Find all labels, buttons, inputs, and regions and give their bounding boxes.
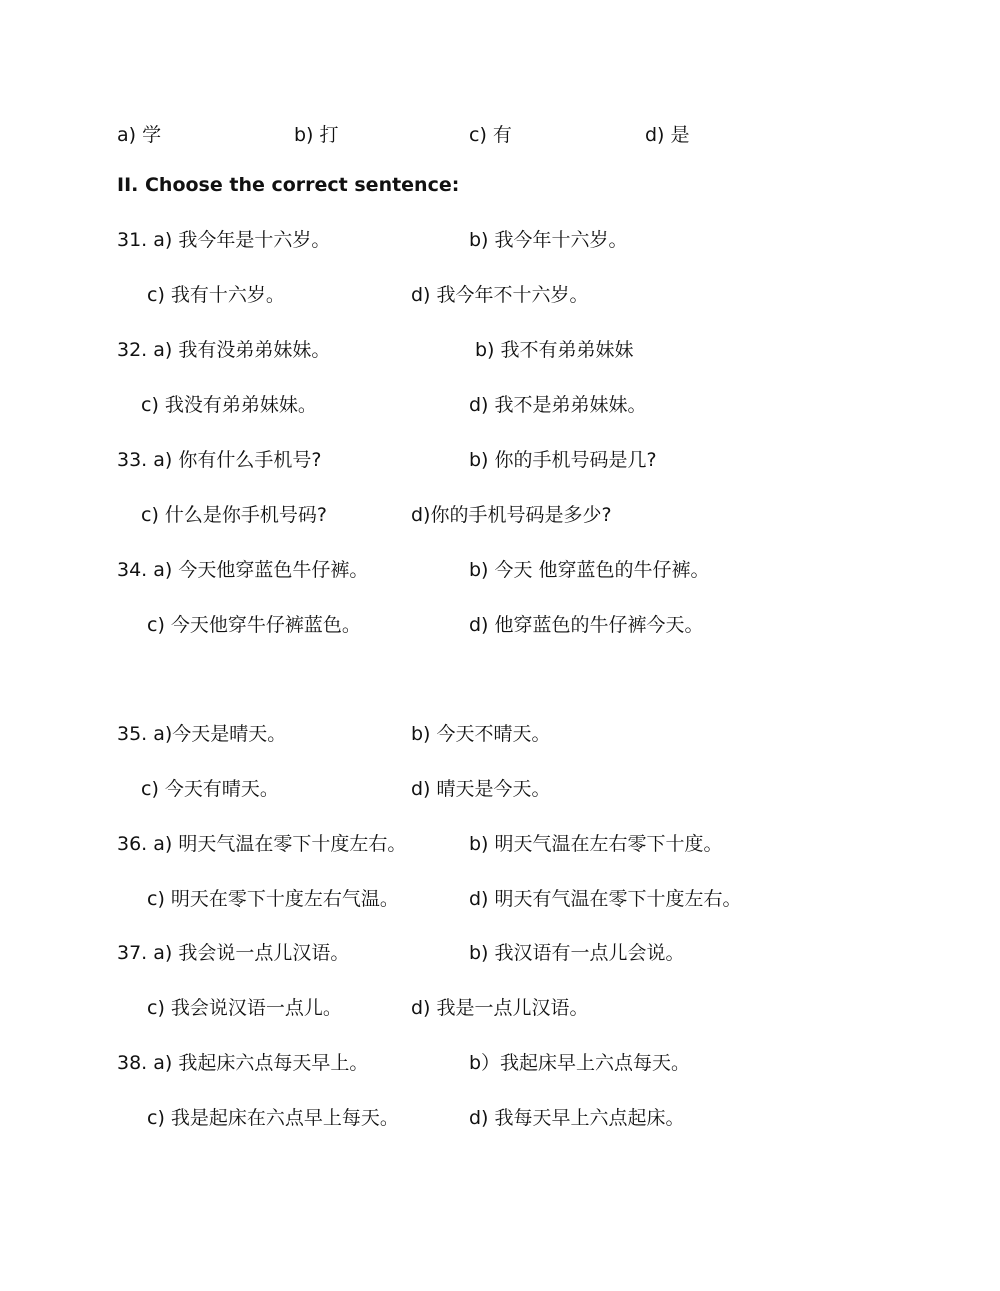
q34-option-d: d) 他穿蓝色的牛仔裤今天。 xyxy=(469,614,704,636)
q33-option-c: c) 什么是你手机号码? xyxy=(141,504,327,526)
q35-option-b: b) 今天不晴天。 xyxy=(411,723,551,745)
q32-option-a: 32. a) 我有没弟弟妹妹。 xyxy=(117,339,331,361)
q37-option-c: c) 我会说汉语一点儿。 xyxy=(147,997,342,1019)
q37-option-d: d) 我是一点儿汉语。 xyxy=(411,997,589,1019)
option-a: a) 学 xyxy=(117,124,162,146)
q32-option-d: d) 我不是弟弟妹妹。 xyxy=(469,394,647,416)
q31-option-a: 31. a) 我今年是十六岁。 xyxy=(117,229,331,251)
q36-option-c: c) 明天在零下十度左右气温。 xyxy=(147,888,399,910)
q38-option-b: b）我起床早上六点每天。 xyxy=(469,1052,691,1074)
q33-option-a: 33. a) 你有什么手机号? xyxy=(117,449,322,471)
option-c: c) 有 xyxy=(469,124,512,146)
q35-option-d: d) 晴天是今天。 xyxy=(411,778,551,800)
q33-option-d: d)你的手机号码是多少? xyxy=(411,504,612,526)
q36-option-b: b) 明天气温在左右零下十度。 xyxy=(469,833,723,855)
q37-option-b: b) 我汉语有一点儿会说。 xyxy=(469,942,685,964)
q35-option-c: c) 今天有晴天。 xyxy=(141,778,279,800)
q32-option-b: b) 我不有弟弟妹妹 xyxy=(475,339,634,361)
q36-option-a: 36. a) 明天气温在零下十度左右。 xyxy=(117,833,407,855)
option-d: d) 是 xyxy=(645,124,690,146)
q38-option-a: 38. a) 我起床六点每天早上。 xyxy=(117,1052,369,1074)
q36-option-d: d) 明天有气温在零下十度左右。 xyxy=(469,888,742,910)
q35-option-a: 35. a)今天是晴天。 xyxy=(117,723,287,745)
q34-option-b: b) 今天 他穿蓝色的牛仔裤。 xyxy=(469,559,710,581)
q37-option-a: 37. a) 我会说一点儿汉语。 xyxy=(117,942,350,964)
q31-option-d: d) 我今年不十六岁。 xyxy=(411,284,589,306)
option-b: b) 打 xyxy=(294,124,339,146)
q38-option-d: d) 我每天早上六点起床。 xyxy=(469,1107,685,1129)
q31-option-b: b) 我今年十六岁。 xyxy=(469,229,628,251)
q31-option-c: c) 我有十六岁。 xyxy=(147,284,285,306)
q33-option-b: b) 你的手机号码是几? xyxy=(469,449,657,471)
q34-option-c: c) 今天他穿牛仔裤蓝色。 xyxy=(147,614,361,636)
q34-option-a: 34. a) 今天他穿蓝色牛仔裤。 xyxy=(117,559,369,581)
section-heading: II. Choose the correct sentence: xyxy=(117,174,460,196)
q32-option-c: c) 我没有弟弟妹妹。 xyxy=(141,394,317,416)
q38-option-c: c) 我是起床在六点早上每天。 xyxy=(147,1107,399,1129)
